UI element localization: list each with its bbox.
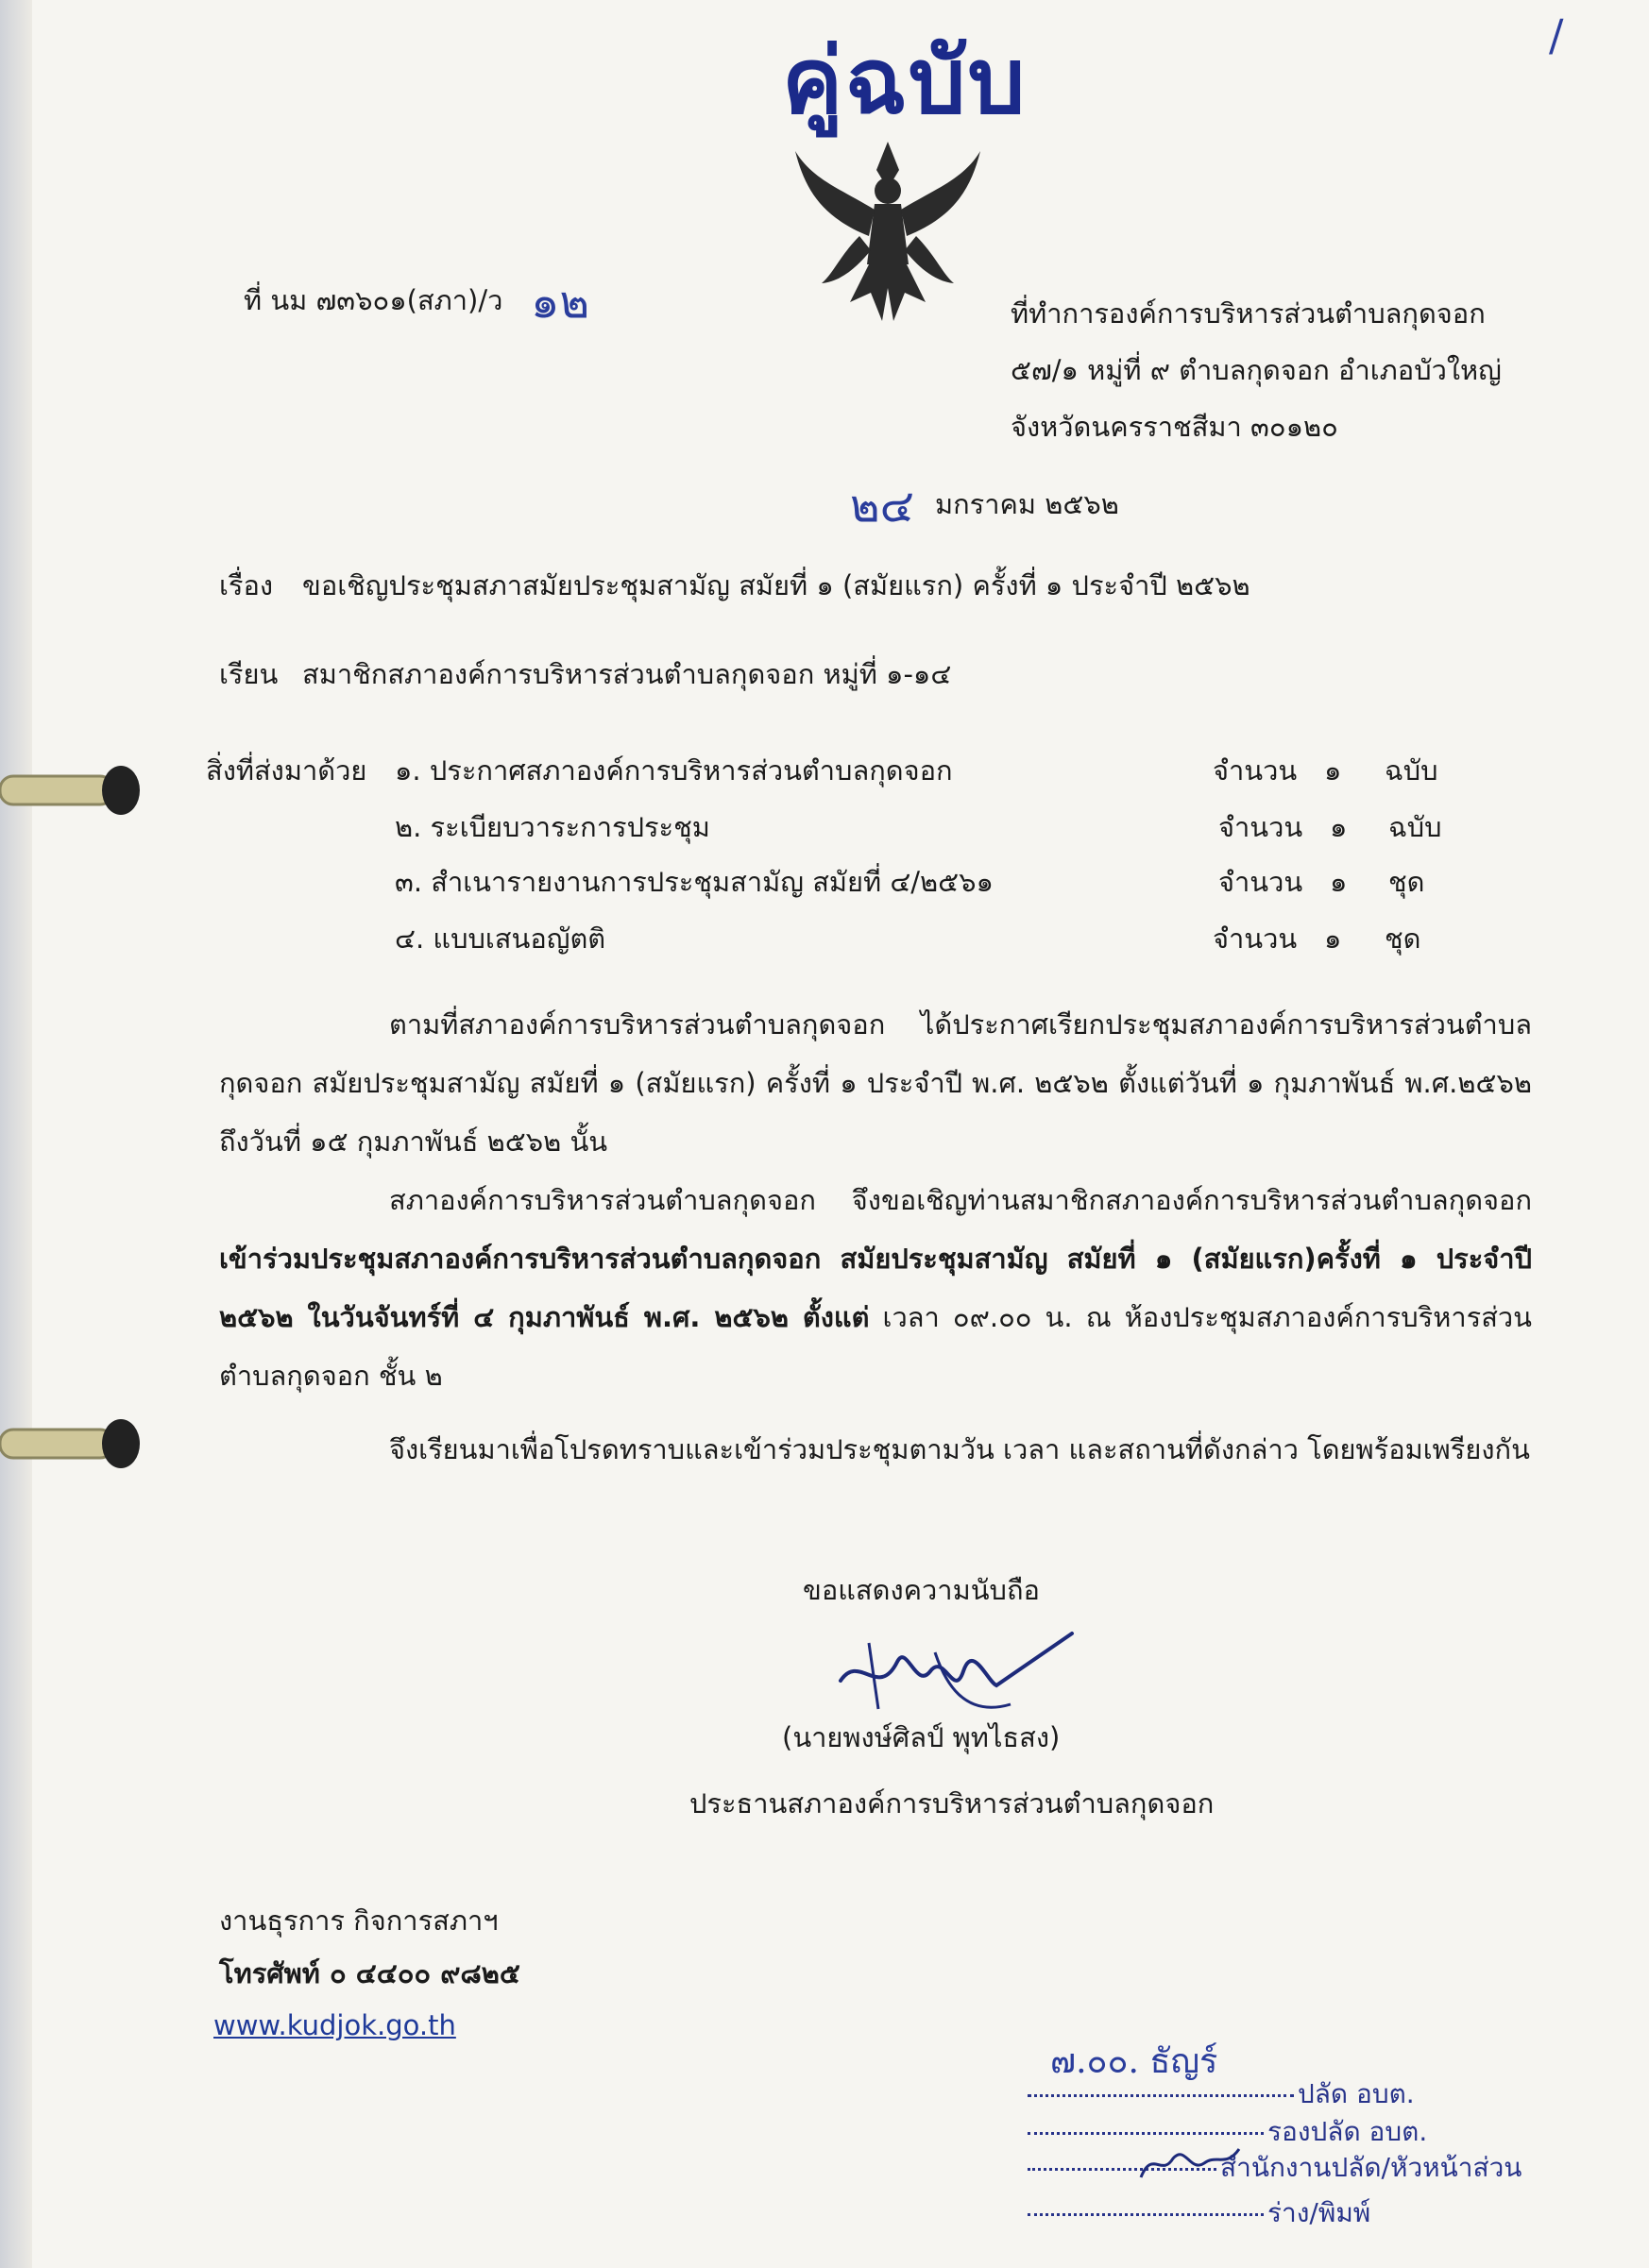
addressee-text: สมาชิกสภาองค์การบริหารส่วนตำบลกุดจอก หมู่ที่ ๑-๑๔ xyxy=(302,658,952,690)
approval-note-handwritten: ๗.๐๐. ธัญร์ xyxy=(1050,2042,1218,2081)
signer-position: ประธานสภาองค์การบริหารส่วนตำบลกุดจอก xyxy=(689,1787,1215,1819)
approval-line-4 xyxy=(1028,2213,1264,2216)
body-paragraph-1-text: ตามที่สภาองค์การบริหารส่วนตำบลกุดจอก ได้ประกาศเรียกประชุมสภาองค์การบริหารส่วนตำบลกุดจอก สมัยประชุมสามัญ สมัยที่ ๑ (สมัยแรก) ครั้งที่ ๑ ประจำปี พ.ศ. ๒๕๖๒ ตั้งแต่วันที่ ๑ กุมภาพันธ์ พ.ศ.๒๕๖๒ ถึงวันที่ ๑๕ กุมภาพันธ์ ๒๕๖๒ นั้น xyxy=(219,1008,1532,1158)
page-mark: / xyxy=(1549,9,1564,60)
addressee-label: เรียน xyxy=(219,658,279,690)
signer-name: (นายพงษ์ศิลป์ พุทไธสง) xyxy=(782,1721,1061,1753)
enclosure-item-3: ๓. สำเนารายงานการประชุมสามัญ สมัยที่ ๔/๒๕๖๑ xyxy=(395,866,994,898)
subject-label: เรื่อง xyxy=(219,569,274,601)
enclosures-label: สิ่งที่ส่งมาด้วย xyxy=(206,754,367,787)
footer-phone: โทรศัพท์ ๐ ๔๔๐๐ ๙๘๒๕ xyxy=(219,1957,520,1989)
enclosure-qty-label-1: จำนวน xyxy=(1213,754,1298,787)
signature-icon xyxy=(822,1615,1086,1728)
document-number: ที่ นม ๗๓๖๐๑(สภา)/ว xyxy=(244,284,503,316)
enclosure-qty-4: ๑ xyxy=(1324,922,1342,955)
approval-role-1: ปลัด อบต. xyxy=(1298,2078,1415,2109)
closing-salutation: ขอแสดงความนับถือ xyxy=(803,1574,1040,1606)
initials-icon xyxy=(1133,2140,1247,2187)
garuda-emblem-icon xyxy=(784,123,992,330)
enclosure-qty-2: ๑ xyxy=(1330,811,1348,843)
enclosure-unit-4: ชุด xyxy=(1385,922,1421,955)
approval-role-2: รองปลัด อบต. xyxy=(1267,2116,1428,2147)
subject-text: ขอเชิญประชุมสภาสมัยประชุมสามัญ สมัยที่ ๑ (สมัยแรก) ครั้งที่ ๑ ประจำปี ๒๕๖๒ xyxy=(302,569,1250,601)
org-address-line-2: ๕๗/๑ หมู่ที่ ๙ ตำบลกุดจอก อำเภอบัวใหญ่ xyxy=(1011,354,1502,386)
enclosure-unit-2: ฉบับ xyxy=(1388,811,1442,843)
body-paragraph-2-text-a: สภาองค์การบริหารส่วนตำบลกุดจอก จึงขอเชิญท่านสมาชิกสภาองค์การบริหารส่วนตำบลกุดจอก xyxy=(389,1184,1532,1216)
enclosure-qty-1: ๑ xyxy=(1324,754,1342,787)
enclosure-item-1: ๑. ประกาศสภาองค์การบริหารส่วนตำบลกุดจอก xyxy=(395,754,953,787)
body-paragraph-3-text: จึงเรียนมาเพื่อโปรดทราบและเข้าร่วมประชุมตามวัน เวลา และสถานที่ดังกล่าว โดยพร้อมเพรียงกัน xyxy=(389,1433,1530,1465)
body-paragraph-2-bold: เข้าร่วมประชุมสภาองค์การบริหารส่วนตำบลกุดจอก สมัยประชุมสามัญ สมัยที่ ๑ (สมัยแรก)ครั้งที่ ๑ ประจำปี ๒๕๖๒ ในวันจันทร์ที่ ๔ กุมภาพันธ์ พ.ศ. ๒๕๖๒ ตั้งแต่ xyxy=(219,1243,1532,1333)
approval-role-4: ร่าง/พิมพ์ xyxy=(1267,2197,1371,2228)
enclosure-unit-3: ชุด xyxy=(1388,866,1425,898)
body-paragraph-3 xyxy=(219,1420,1532,1479)
date-day-handwritten: ๒๔ xyxy=(850,480,914,533)
org-address-line-1: ที่ทำการองค์การบริหารส่วนตำบลกุดจอก xyxy=(1011,297,1486,330)
date-month-year: มกราคม ๒๕๖๒ xyxy=(935,488,1119,520)
copy-stamp: คู่ฉบับ xyxy=(782,27,1028,134)
binder-ring-bottom xyxy=(0,1416,142,1471)
binder-ring-top xyxy=(0,763,142,818)
enclosure-qty-label-4: จำนวน xyxy=(1213,922,1298,955)
enclosure-qty-3: ๑ xyxy=(1330,866,1348,898)
approval-role-3: สำนักงานปลัด/หัวหน้าส่วน xyxy=(1220,2152,1522,2183)
footer-department: งานธุรการ กิจการสภาฯ xyxy=(219,1904,499,1937)
enclosure-unit-1: ฉบับ xyxy=(1385,754,1438,787)
approval-line-2 xyxy=(1028,2132,1264,2135)
enclosure-item-4: ๔. แบบเสนอญัตติ xyxy=(395,922,606,955)
enclosure-qty-label-2: จำนวน xyxy=(1218,811,1303,843)
enclosure-qty-label-3: จำนวน xyxy=(1218,866,1303,898)
document-number-handwritten: ๑๒ xyxy=(531,276,590,329)
approval-line-1 xyxy=(1028,2094,1294,2097)
footer-website-link[interactable]: www.kudjok.go.th xyxy=(213,2009,456,2041)
body-paragraph-2-text-b: เวลา ๐๙.๐๐ น. ณ ห้องประชุมสภาองค์การบริหารส่วนตำบลกุดจอก ชั้น ๒ xyxy=(219,1301,1533,1392)
org-address-line-3: จังหวัดนครราชสีมา ๓๐๑๒๐ xyxy=(1011,411,1338,443)
page-edge-shadow xyxy=(0,0,32,2268)
enclosure-item-2: ๒. ระเบียบวาระการประชุม xyxy=(395,811,710,843)
body-paragraph-1 xyxy=(219,995,1532,1171)
body-paragraph-2 xyxy=(219,1171,1532,1405)
